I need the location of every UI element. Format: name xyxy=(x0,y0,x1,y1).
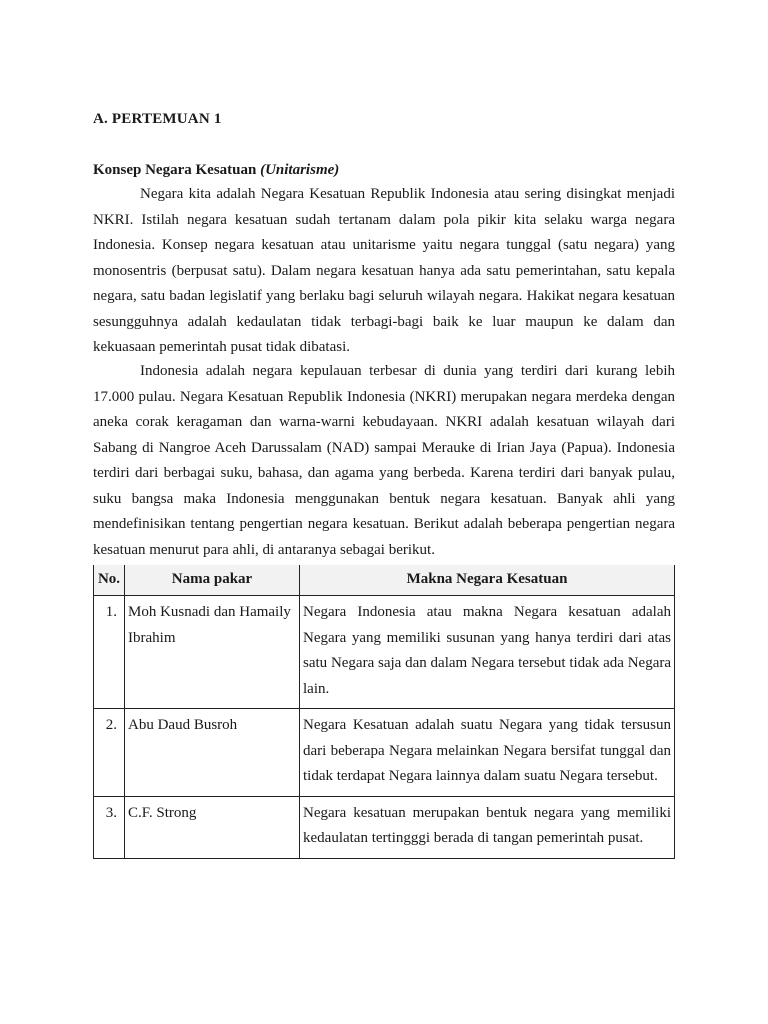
expert-name: C.F. Strong xyxy=(125,796,300,858)
section-heading: A. PERTEMUAN 1 xyxy=(93,111,222,127)
experts-table xyxy=(93,565,675,859)
header-no: No. xyxy=(94,565,125,596)
row-number: 1. xyxy=(94,596,125,709)
row-number: 3. xyxy=(94,796,125,858)
header-meaning: Makna Negara Kesatuan xyxy=(300,565,675,596)
expert-meaning: Negara Indonesia atau makna Negara kesatuan adalah Negara yang memiliki susunan yang hanya terdiri dari atas satu Negara saja dan dalam Negara tersebut tidak ada Negara lain. xyxy=(300,596,675,709)
expert-meaning: Negara Kesatuan adalah suatu Negara yang tidak tersusun dari beberapa Negara melainkan Negara bersifat tunggal dan tidak terdapat Negara lainnya dalam suatu Negara tersebut. xyxy=(300,709,675,797)
sub-heading xyxy=(93,162,339,179)
expert-meaning: Negara kesatuan merupakan bentuk negara yang memiliki kedaulatan tertingggi berada di tangan pemerintah pusat. xyxy=(300,796,675,858)
table-header-row xyxy=(94,565,675,596)
header-name: Nama pakar xyxy=(125,565,300,596)
paragraph-2: Indonesia adalah negara kepulauan terbesar di dunia yang terdiri dari kurang lebih 17.000 pulau. Negara Kesatuan Republik Indonesia (NKRI) merupakan negara merdeka dengan aneka corak keragaman dan warna-warni kebudayaan. NKRI adalah kesatuan wilayah dari Sabang di Nangroe Aceh Darussalam (NAD) sampai Merauke di Irian Jaya (Papua). Indonesia terdiri dari berbagai suku, bahasa, dan agama yang berbeda. Karena terdiri dari banyak pulau, suku bangsa maka Indonesia menggunakan bentuk negara kesatuan. Banyak ahli yang mendefinisikan tentang pengertian negara kesatuan. Berikut adalah beberapa pengertian negara kesatuan menurut para ahli, di antaranya sebagai berikut. xyxy=(93,363,675,558)
sub-heading-italic: (Unitarisme) xyxy=(260,162,340,178)
expert-name: Moh Kusnadi dan Hamaily Ibrahim xyxy=(125,596,300,709)
row-number: 2. xyxy=(94,709,125,797)
table-row xyxy=(94,709,675,797)
table-row xyxy=(94,596,675,709)
table-row xyxy=(94,796,675,858)
expert-name: Abu Daud Busroh xyxy=(125,709,300,797)
sub-heading-main: Konsep Negara Kesatuan xyxy=(93,162,261,178)
paragraph-1: Negara kita adalah Negara Kesatuan Republik Indonesia atau sering disingkat menjadi NKRI. Istilah negara kesatuan sudah tertanam dalam pola pikir kita selaku warga negara Indonesia. Konsep negara kesatuan atau unitarisme yaitu negara tunggal (satu negara) yang monosentris (berpusat satu). Dalam negara kesatuan hanya ada satu pemerintahan, satu kepala negara, satu badan legislatif yang berlaku bagi seluruh wilayah negara. Hakikat negara kesatuan sesungguhnya adalah kedaulatan tidak terbagi-bagi baik ke luar maupun ke dalam dan kekuasaan pemerintah pusat tidak dibatasi. xyxy=(93,186,675,355)
